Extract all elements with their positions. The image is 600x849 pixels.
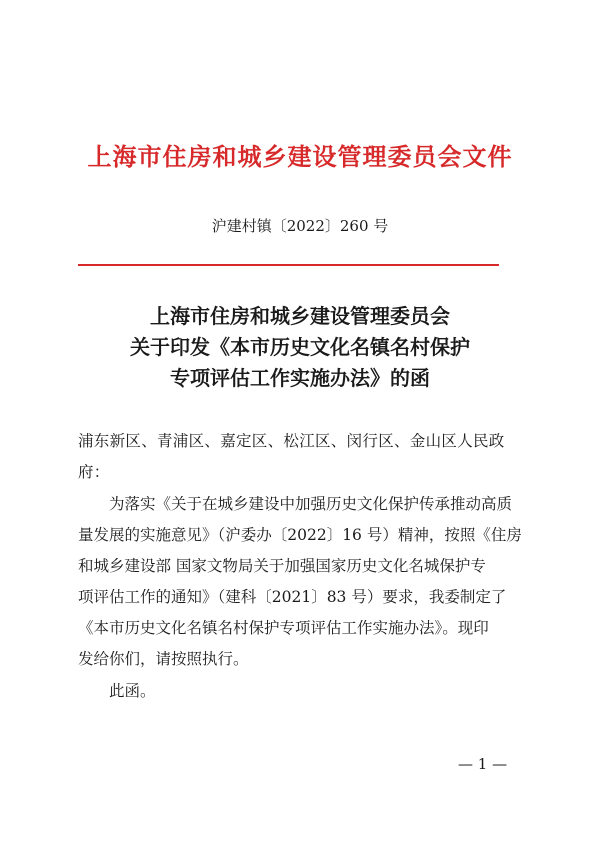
document-title — [60, 301, 540, 394]
page-number: — 1 — — [458, 755, 508, 773]
body-line: 项评估工作的通知》（建科〔2021〕83 号）要求，我委制定了 — [78, 588, 507, 606]
red-divider-line — [78, 264, 499, 266]
body-line: 和城乡建设部 国家文物局关于加强国家历史文化名城保护专 — [78, 557, 486, 575]
title-line: 关于印发《本市历史文化名镇名村保护 — [130, 335, 470, 359]
addressee-line: 浦东新区、青浦区、嘉定区、松江区、闵行区、金山区人民政 — [78, 432, 505, 450]
body-line: 发给你们，请按照执行。 — [78, 650, 249, 668]
addressee-line: 府： — [78, 463, 110, 481]
document-number: 沪建村镇〔2022〕260 号 — [211, 217, 389, 235]
closing-text: 此函。 — [109, 682, 156, 700]
body-line: 为落实《关于在城乡建设中加强历史文化保护传承推动高质 — [109, 495, 513, 513]
title-line: 上海市住房和城乡建设管理委员会 — [150, 304, 450, 328]
body-line: 量发展的实施意见》（沪委办〔2022〕16 号）精神，按照《住房 — [78, 526, 522, 544]
addressee — [78, 426, 528, 488]
title-line: 专项评估工作实施办法》的函 — [170, 366, 430, 390]
body-paragraph — [78, 489, 530, 675]
masthead-title: 上海市住房和城乡建设管理委员会文件 — [87, 142, 513, 171]
body-line: 《本市历史文化名镇名村保护专项评估工作实施办法》。现印 — [78, 619, 489, 637]
